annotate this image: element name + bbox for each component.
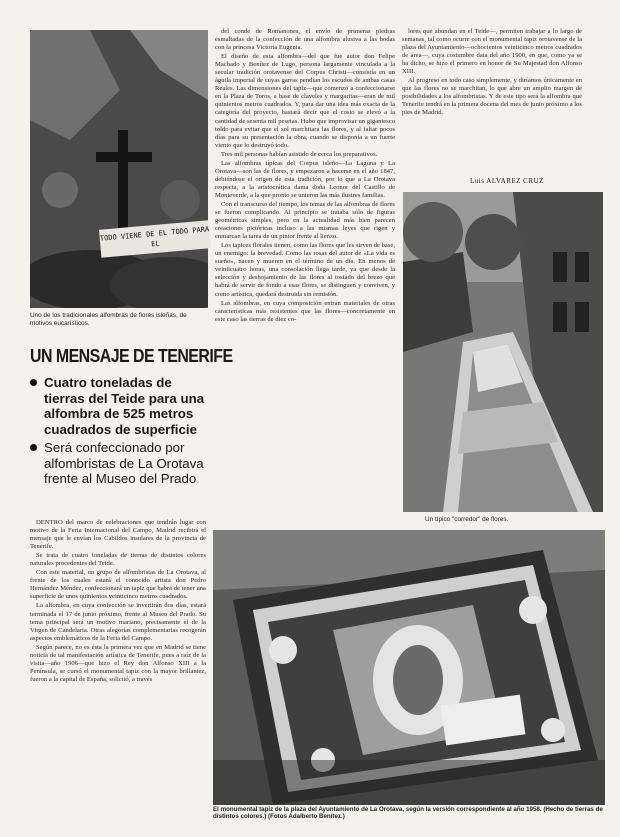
- bullet-dot-icon: [30, 444, 37, 451]
- byline: Luis ALVAREZ CRUZ: [470, 177, 544, 185]
- article-paragraph: del conde de Romanones, el envío de primeras piedras esmaltadas de la confección de una alfombra alusiva a las bodas con la princesa Victoria Eugenia.: [215, 28, 395, 52]
- article-paragraph: Con este material, un grupo de alfombristas de La Orotava, al frente de los cuales estará el conocido artista don Pedro Hernández Méndez, confeccionará un tapiz que habrá de tener una superficie de unos quinientos veinticinco metros cuadrados.: [30, 569, 206, 601]
- cross-photo: [30, 30, 208, 308]
- article-paragraph: Las alfombras, en cuya composición entran materiales de otras características más resistentes que las flores—concretamente en este caso las tierras de diez co-: [215, 299, 395, 323]
- article-paragraph: Tres mil personas habían asistido de cerca los preparativos.: [221, 150, 378, 158]
- bullet-2: [30, 440, 206, 487]
- bullet-1: [30, 375, 206, 437]
- article-paragraph: Las alfombras típicas del Corpus isleño—La Laguna y La Orotava—son las de flores, y empezaron a hacerse en el año 1847, debiéndose el origen de esta tradición, por lo que a La Orotava respecta, a la aristocrática dama doña Leonor del Castillo de Monteverde, a la que pronto se unieron las más ilustres familias.: [215, 159, 395, 199]
- right-article: [402, 28, 582, 168]
- article-paragraph: Al progreso en todo caso simplemente, y diríamos únicamente en que las flores no se marchitan, lo que abre un amplio margen de posibilidades a los alfombristas. Y de este tipo será la alfombra que Tenerife tendrá en la primera docena del mes de junio próximo a los pies de Madrid.: [402, 77, 582, 117]
- article-paragraph: Se trata de cuatro toneladas de tierras de distintos colores naturales procedentes del Teide.: [30, 552, 206, 568]
- middle-article: [215, 28, 395, 523]
- cross-caption: Uno de los tradicionales alfombras de flores isleñas, de motivos eucarísticos.: [30, 312, 187, 327]
- bullet-dot-icon: [30, 379, 37, 386]
- cross-photo-art: [30, 30, 208, 308]
- bullet-1-text: Cuatro toneladas de tierras del Teide para una alfombra de 525 metros cuadrados de superficie: [44, 375, 205, 437]
- article-paragraph: El diseño de esta alfombra—del que fue autor don Felipe Machado y Benítez de Lugo, persona largamente vinculada a la secular tradición orotavense del Corpus Christi—consistía en un águila imperial de cuyas garras pendían los escudos de ambas casas Reales. Las dimensiones del tapiz—que comenzó a confeccionarse en la Plaza de Toros, a base de claveles y margaritas—eran de mil quinientos metros cuadrados. Y, para dar una idea más exacta de la categoría del proyecto, bastará decir que el costo se elevó a la cantidad de sesenta mil pesetas. Hubo que improvisar un gigantesco toldo para evitar que el sol marchitara las flores, y al faltar pocos días para su presentación la obra, cuando se disponía a un fuerte viento que lo destruyó todo.: [215, 53, 395, 149]
- plaza-caption: El monumental tapiz de la plaza del Ayuntamiento de La Orotava, según la versión correspondiente al año 1958. (Hecho de tierras de distintos colores.) (Fotos Adalberto Benítez.): [213, 806, 603, 821]
- left-article: [30, 519, 206, 824]
- article-paragraph: lores que abundan en el Teide—, permiten trabajar a lo largo de semanas, tal como ocurre con el monumental tapiz orotavense de la plaza del Ayuntamiento—ochocientos veinticinco metros cuadrados de área—, cuya costumbre data del año 1900, en que, como ya se ha dicho, se hizo el primero en honor de Su Majestad don Alfonso XIII.: [402, 28, 582, 76]
- article-paragraph: La alfombra, en cuya confección se invertirán dos días, estará terminada el 17 de junio próximo, frente al Museo del Prado. Su tema principal será un motivo mariano, precisamente el de la Virgen de Candelaria. Otras alegorías complementarias recogerán aspectos emblemáticos de la Feria del Campo.: [30, 602, 206, 642]
- street-photo: [403, 192, 603, 512]
- street-photo-art: [403, 192, 603, 512]
- cross-sign-text: TODO VIENE DE EL TODO PARA EL: [99, 225, 210, 249]
- bullet-2-text: Será confeccionado por alfombristas de La Orotava frente al Museo del Prado: [44, 440, 204, 487]
- plaza-photo-art: [213, 530, 605, 805]
- article-paragraph: Con el transcurso del tiempo, los temas de las alfombras de flores se fueron complicando. Al principio se trataba sólo de figuras geométricas simples, pero en la actualidad más bien parecen creaciones pictóricas incluso a las mismas leyes que rigen y enmarcan la tarea de un pintor frente al lienzo.: [215, 200, 395, 241]
- article-paragraph: Los tapices florales tienen, como las flores que les sirven de base, un enemigo: la brevedad. Como las rosas del autor de «La vida es sueño», nacen y mueren en el término de un día. En menos de veinticuatro horas, una consolación llega tarde, ya que desde la selección y deshojamiento de las flores al tostado del brezo que habrá de servir de fondo a esas flores, se distinguen y conviven, y como artística, quedará destruida sin remisión.: [215, 242, 395, 298]
- article-paragraph: Según parece, no es ésta la primera vez que en Madrid se tiene noticia de tal manifestación artística de Tenerife, pues a raíz de la visita—año 1906—que hizo el Rey don Alfonso XIII a la Península, se cursó el monumental tapiz con la mayor brillantez, fueron a la capital de España, solicitó, a través: [30, 643, 206, 683]
- headline: UN MENSAJE DE TENERIFE: [30, 345, 233, 366]
- street-caption: Un típico "corredor" de flores.: [425, 516, 509, 523]
- plaza-photo: [213, 530, 605, 805]
- article-paragraph: DENTRO del marco de celebraciones que tendrán lugar con motivo de la Feria Internacional del Campo, Madrid recibirá el mensaje que le envían los Cabildos insulares de la provincia de Tenerife.: [30, 519, 206, 551]
